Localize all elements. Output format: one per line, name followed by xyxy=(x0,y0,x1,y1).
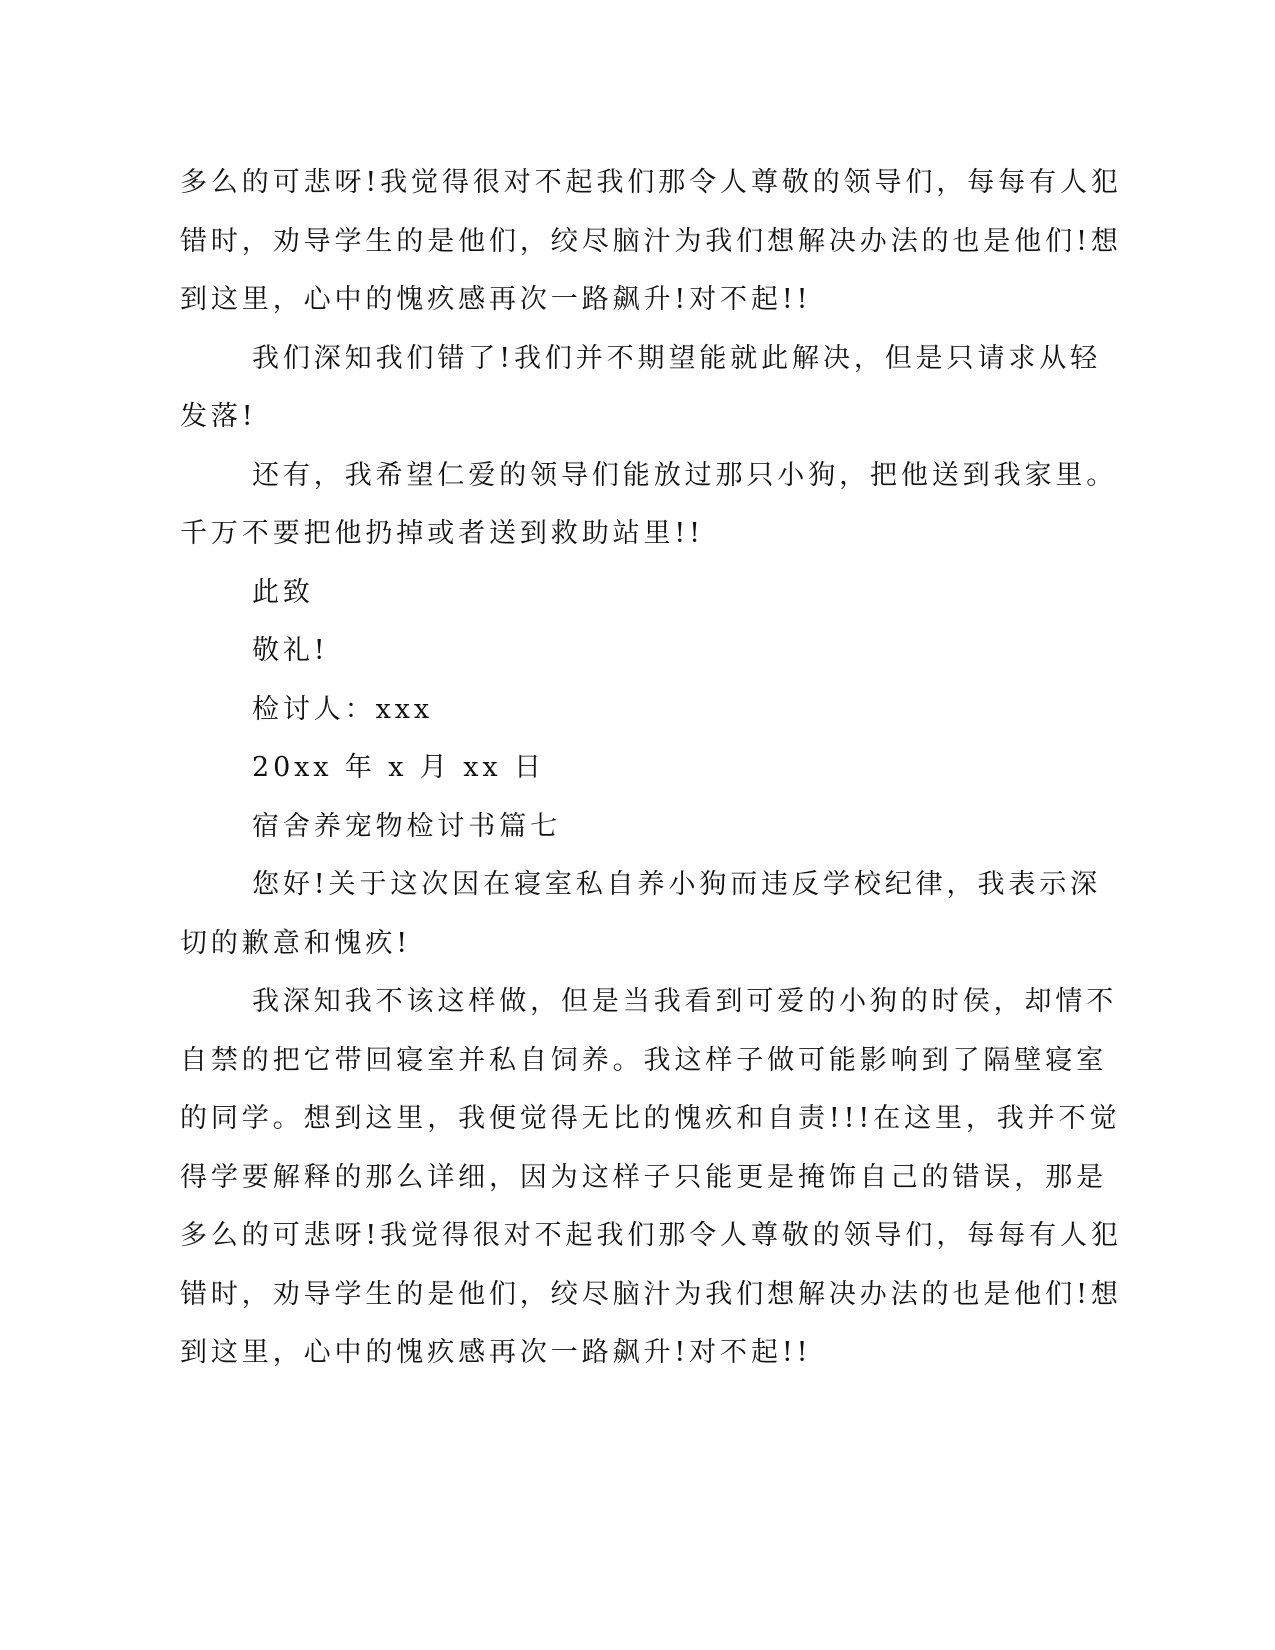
date-line xyxy=(180,739,1050,798)
closing-salutation xyxy=(180,564,1050,623)
text-line: 检讨人：xxx xyxy=(252,693,433,725)
paragraph-request-leniency xyxy=(180,330,1102,447)
text-line: 的同学。想到这里，我便觉得无比的愧疚和自责!!!在这里，我并不觉 xyxy=(180,1103,1121,1134)
text-line: 多么的可悲呀!我觉得很对不起我们那令人尊敬的领导们，每每有人犯 xyxy=(180,167,1122,198)
text-line: 此致 xyxy=(252,576,314,608)
text-line: 错时，劝导学生的是他们，绞尽脑汁为我们想解决办法的也是他们!想 xyxy=(180,225,1122,257)
text-line: 到这里，心中的愧疚感再次一路飙升!对不起!! xyxy=(180,284,812,315)
document-body xyxy=(180,154,1122,1383)
paragraph-explanation xyxy=(180,973,1122,1383)
paragraph-dog-request xyxy=(180,447,1118,564)
text-line: 还有，我希望仁爱的领导们能放过那只小狗，把他送到我家里。 xyxy=(252,459,1118,491)
text-line: 20xx 年 x 月 xx 日 xyxy=(252,752,545,783)
text-line: 宿舍养宠物检讨书篇七 xyxy=(252,810,561,842)
paragraph-apology-continued xyxy=(180,154,1122,330)
text-line: 自禁的把它带回寝室并私自饲养。我这样子做可能影响到了隔壁寝室 xyxy=(180,1044,1107,1076)
text-line: 您好!关于这次因在寝室私自养小狗而违反学校纪律，我表示深 xyxy=(252,869,1102,900)
text-line: 我们深知我们错了!我们并不期望能就此解决，但是只请求从轻 xyxy=(252,342,1102,374)
text-line: 千万不要把他扔掉或者送到救助站里!! xyxy=(180,518,704,549)
signature-line xyxy=(180,681,1050,740)
closing-regards xyxy=(180,622,1050,681)
text-line: 多么的可悲呀!我觉得很对不起我们那令人尊敬的领导们，每每有人犯 xyxy=(180,1220,1122,1251)
paragraph-greeting xyxy=(180,856,1102,973)
text-line: 到这里，心中的愧疚感再次一路飙升!对不起!! xyxy=(180,1337,812,1368)
text-line: 得学要解释的那么详细，因为这样子只能更是掩饰自己的错误，那是 xyxy=(180,1161,1107,1193)
text-line: 发落! xyxy=(180,401,257,432)
text-line: 我深知我不该这样做，但是当我看到可爱的小狗的时侯，却情不 xyxy=(252,986,1118,1017)
section-title xyxy=(180,798,1050,857)
text-line: 切的歉意和愧疚! xyxy=(180,927,412,959)
text-line: 错时，劝导学生的是他们，绞尽脑汁为我们想解决办法的也是他们!想 xyxy=(180,1278,1122,1310)
text-line: 敬礼! xyxy=(252,635,329,666)
